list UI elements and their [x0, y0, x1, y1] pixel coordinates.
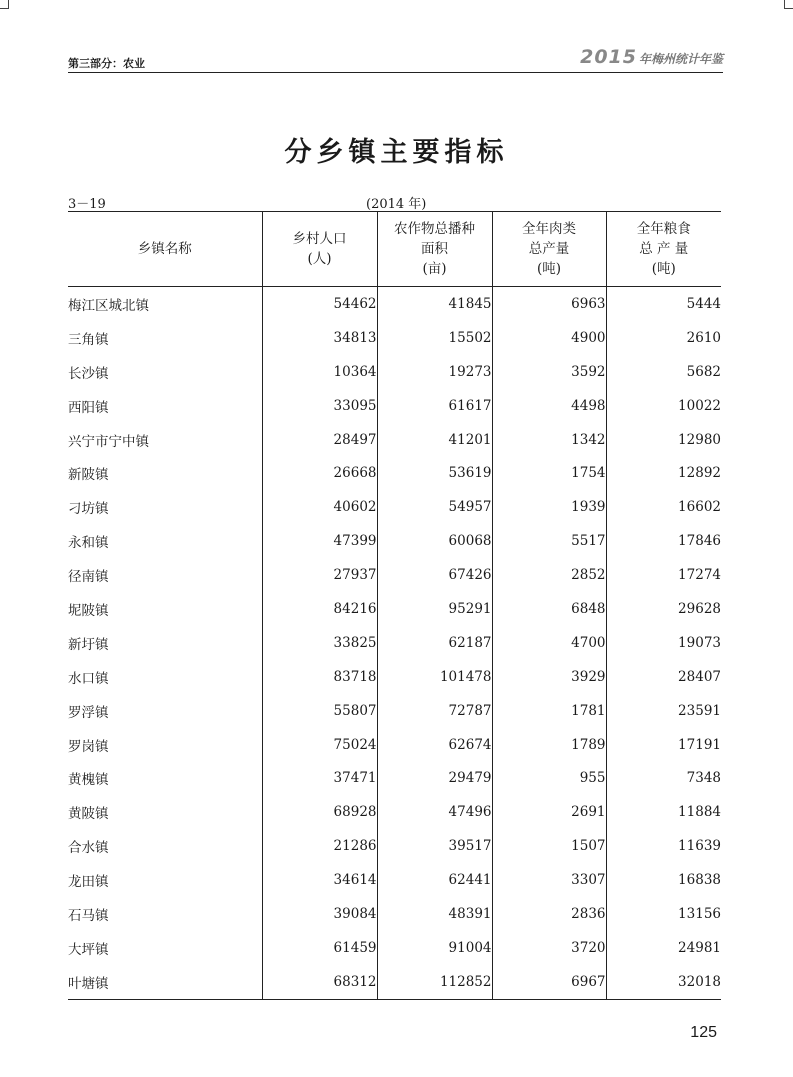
- crop-sown-area-cell: 72787: [377, 694, 492, 728]
- indicators-table: [68, 211, 721, 1000]
- page-number: 125: [690, 1024, 717, 1041]
- running-header-section: 第三部分：农业: [68, 57, 145, 70]
- meat-output-cell: 2852: [492, 558, 606, 592]
- crop-sown-area-cell: 48391: [377, 897, 492, 931]
- crop-sown-area-cell: 41201: [377, 423, 492, 457]
- header-rural-population: [262, 212, 377, 287]
- table-row: [68, 389, 721, 423]
- header-crop-sown-area: [377, 212, 492, 287]
- rural-population-cell: 83718: [262, 660, 377, 694]
- rural-population-cell: 37471: [262, 761, 377, 795]
- grain-output-cell: 2610: [606, 321, 721, 355]
- rural-population-cell: 21286: [262, 829, 377, 863]
- rural-population-cell: 68928: [262, 795, 377, 829]
- meat-output-cell: 4700: [492, 626, 606, 660]
- rural-population-cell: 47399: [262, 524, 377, 558]
- rural-population-cell: 33825: [262, 626, 377, 660]
- table-row: [68, 626, 721, 660]
- town-name-cell: 罗浮镇: [68, 704, 109, 721]
- column-header-line: (吨): [651, 261, 676, 277]
- crop-sown-area-cell: 95291: [377, 592, 492, 626]
- column-header-line: 面积: [421, 241, 448, 257]
- grain-output-cell: 5444: [606, 287, 721, 321]
- town-name-cell: 新圩镇: [68, 636, 109, 653]
- column-header-line: 全年肉类: [522, 221, 576, 237]
- rural-population-cell: 55807: [262, 694, 377, 728]
- meat-output-cell: 3307: [492, 863, 606, 897]
- column-header-line: 总 产 量: [639, 241, 689, 257]
- crop-sown-area-cell: 54957: [377, 490, 492, 524]
- grain-output-cell: 23591: [606, 694, 721, 728]
- crop-sown-area-cell: 47496: [377, 795, 492, 829]
- table-row: [68, 490, 721, 524]
- rural-population-cell: 84216: [262, 592, 377, 626]
- table-row: [68, 558, 721, 592]
- column-header-line: (人): [307, 251, 332, 267]
- crop-sown-area-cell: 41845: [377, 287, 492, 321]
- grain-output-cell: 17274: [606, 558, 721, 592]
- grain-output-cell: 17191: [606, 728, 721, 762]
- meat-output-cell: 4498: [492, 389, 606, 423]
- table-row: [68, 660, 721, 694]
- table-year: (2014 年): [366, 197, 427, 212]
- grain-output-cell: 19073: [606, 626, 721, 660]
- town-name-cell: 大坪镇: [68, 941, 109, 958]
- town-name-cell: 水口镇: [68, 670, 109, 687]
- header-rule: [68, 72, 723, 73]
- table-header-row: [68, 212, 721, 287]
- crop-sown-area-cell: 101478: [377, 660, 492, 694]
- meat-output-cell: 4900: [492, 321, 606, 355]
- rural-population-cell: 27937: [262, 558, 377, 592]
- town-name-cell: 石马镇: [68, 907, 109, 924]
- table-row: [68, 592, 721, 626]
- table-number: 3－19: [68, 197, 106, 212]
- header-town-name: [68, 212, 262, 287]
- table-row: [68, 423, 721, 457]
- town-name-cell: 黄陂镇: [68, 806, 109, 823]
- town-name-cell: 坭陂镇: [68, 602, 109, 619]
- crop-sown-area-cell: 29479: [377, 761, 492, 795]
- crop-mark-top-left: [0, 0, 9, 9]
- table-row: [68, 931, 721, 965]
- crop-sown-area-cell: 60068: [377, 524, 492, 558]
- meat-output-cell: 5517: [492, 524, 606, 558]
- table-row: [68, 456, 721, 490]
- meat-output-cell: 3592: [492, 355, 606, 389]
- grain-output-cell: 12980: [606, 423, 721, 457]
- grain-output-cell: 17846: [606, 524, 721, 558]
- running-header-book: 年梅州统计年鉴: [638, 52, 723, 66]
- grain-output-cell: 32018: [606, 965, 721, 999]
- rural-population-cell: 34813: [262, 321, 377, 355]
- town-name-cell: 梅江区城北镇: [68, 297, 149, 314]
- town-name-cell: 合水镇: [68, 840, 109, 857]
- crop-sown-area-cell: 39517: [377, 829, 492, 863]
- town-name-cell: 龙田镇: [68, 874, 109, 891]
- town-name-cell: 刁坊镇: [68, 501, 109, 518]
- grain-output-cell: 28407: [606, 660, 721, 694]
- grain-output-cell: 5682: [606, 355, 721, 389]
- crop-sown-area-cell: 61617: [377, 389, 492, 423]
- meat-output-cell: 1789: [492, 728, 606, 762]
- grain-output-cell: 13156: [606, 897, 721, 931]
- town-name-cell: 径南镇: [68, 569, 109, 586]
- meat-output-cell: 1754: [492, 456, 606, 490]
- table-body: [68, 287, 721, 1000]
- crop-sown-area-cell: 19273: [377, 355, 492, 389]
- grain-output-cell: 24981: [606, 931, 721, 965]
- table-row: [68, 355, 721, 389]
- header-grain-output: [606, 212, 721, 287]
- column-header-line: 乡镇名称: [137, 241, 192, 257]
- meat-output-cell: 1781: [492, 694, 606, 728]
- column-header-line: 总产量: [528, 241, 570, 257]
- table-row: [68, 524, 721, 558]
- column-header-line: (亩): [422, 261, 447, 277]
- meat-output-cell: 3929: [492, 660, 606, 694]
- table-row: [68, 897, 721, 931]
- town-name-cell: 新陂镇: [68, 467, 109, 484]
- town-name-cell: 兴宁市宁中镇: [68, 433, 149, 450]
- rural-population-cell: 40602: [262, 490, 377, 524]
- column-header-line: 农作物总播种: [394, 221, 475, 237]
- town-name-cell: 罗岗镇: [68, 738, 109, 755]
- grain-output-cell: 11639: [606, 829, 721, 863]
- table-row: [68, 829, 721, 863]
- meat-output-cell: 3720: [492, 931, 606, 965]
- column-header-line: (吨): [536, 261, 562, 277]
- running-header-year: 2015: [580, 46, 637, 68]
- grain-output-cell: 7348: [606, 761, 721, 795]
- crop-sown-area-cell: 62674: [377, 728, 492, 762]
- crop-mark-top-right: [784, 0, 793, 9]
- meat-output-cell: 1939: [492, 490, 606, 524]
- table-row: [68, 965, 721, 999]
- rural-population-cell: 34614: [262, 863, 377, 897]
- meat-output-cell: 2691: [492, 795, 606, 829]
- town-name-cell: 黄槐镇: [68, 772, 109, 789]
- town-name-cell: 长沙镇: [68, 365, 109, 382]
- grain-output-cell: 12892: [606, 456, 721, 490]
- page-title: 分乡镇主要指标: [284, 137, 509, 168]
- table-row: [68, 694, 721, 728]
- meat-output-cell: 2836: [492, 897, 606, 931]
- column-header-line: 乡村人口: [292, 231, 347, 247]
- crop-sown-area-cell: 53619: [377, 456, 492, 490]
- table-row: [68, 863, 721, 897]
- crop-sown-area-cell: 62187: [377, 626, 492, 660]
- table-row: [68, 795, 721, 829]
- grain-output-cell: 16602: [606, 490, 721, 524]
- grain-output-cell: 16838: [606, 863, 721, 897]
- town-name-cell: 西阳镇: [68, 399, 109, 416]
- grain-output-cell: 11884: [606, 795, 721, 829]
- meat-output-cell: 6963: [492, 287, 606, 321]
- rural-population-cell: 75024: [262, 728, 377, 762]
- town-name-cell: 叶塘镇: [68, 965, 262, 999]
- rural-population-cell: 54462: [262, 287, 377, 321]
- rural-population-cell: 39084: [262, 897, 377, 931]
- crop-sown-area-cell: 15502: [377, 321, 492, 355]
- meat-output-cell: 1342: [492, 423, 606, 457]
- crop-sown-area-cell: 62441: [377, 863, 492, 897]
- meat-output-cell: 6848: [492, 592, 606, 626]
- grain-output-cell: 10022: [606, 389, 721, 423]
- rural-population-cell: 26668: [262, 456, 377, 490]
- meat-output-cell: 955: [492, 761, 606, 795]
- crop-sown-area-cell: 67426: [377, 558, 492, 592]
- running-header-book-title: [580, 46, 723, 68]
- crop-sown-area-cell: 112852: [377, 965, 492, 999]
- header-meat-output: [492, 212, 606, 287]
- rural-population-cell: 10364: [262, 355, 377, 389]
- table-row: [68, 287, 721, 321]
- rural-population-cell: 68312: [262, 965, 377, 999]
- rural-population-cell: 33095: [262, 389, 377, 423]
- column-header-line: 全年粮食: [636, 221, 691, 237]
- crop-sown-area-cell: 91004: [377, 931, 492, 965]
- rural-population-cell: 61459: [262, 931, 377, 965]
- town-name-cell: 永和镇: [68, 535, 109, 552]
- table-row: [68, 728, 721, 762]
- town-name-cell: 三角镇: [68, 331, 109, 348]
- table-row: [68, 761, 721, 795]
- grain-output-cell: 29628: [606, 592, 721, 626]
- table-row: [68, 321, 721, 355]
- meat-output-cell: 1507: [492, 829, 606, 863]
- rural-population-cell: 28497: [262, 423, 377, 457]
- meat-output-cell: 6967: [492, 965, 606, 999]
